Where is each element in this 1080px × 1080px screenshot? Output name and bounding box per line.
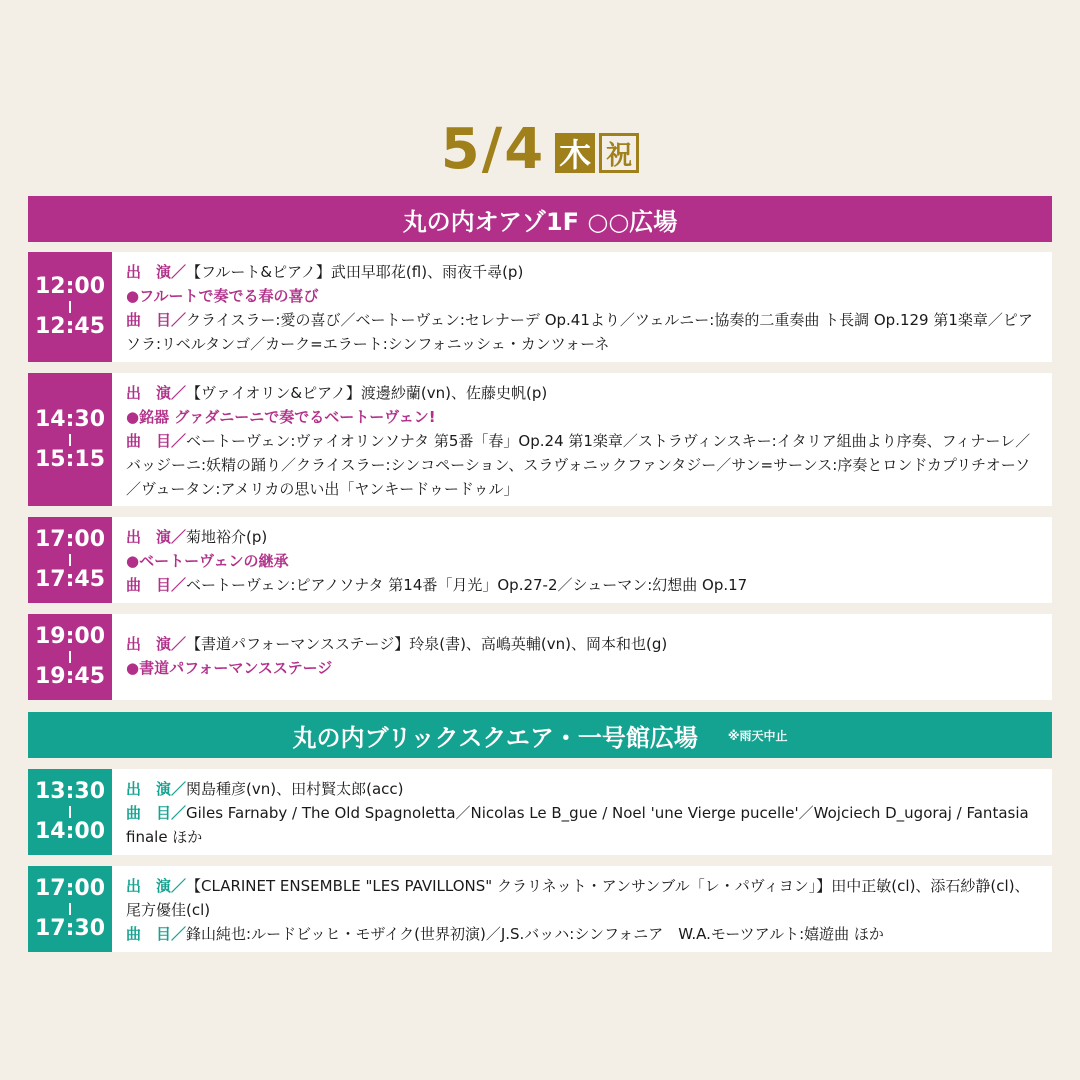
- performers-line: [126, 525, 1040, 549]
- venue-header-oazo: [28, 196, 1052, 242]
- time-slot: [28, 769, 112, 855]
- schedule-row: [28, 769, 1052, 855]
- time-slot: [28, 517, 112, 603]
- performers: 【フルート&ピアノ】武田早耶花(fl)、雨夜千尋(p): [186, 263, 524, 281]
- date-number: 5/4: [440, 117, 546, 182]
- program-line: [126, 922, 1040, 946]
- schedule-row: [28, 252, 1052, 362]
- end-time: 17:30: [34, 916, 106, 941]
- performers-line: [126, 777, 1040, 801]
- time-divider: [69, 301, 71, 313]
- program-label: 曲 目／: [126, 576, 187, 594]
- program: Giles Farnaby / The Old Spagnoletta／Nicolas Le B_gue / Noel 'une Vierge pucelle'／Wojciech D_ugoraj / Fantasia finale ほか: [126, 804, 1029, 846]
- time-slot: [28, 866, 112, 952]
- program-line: [126, 429, 1040, 501]
- time-divider: [69, 806, 71, 818]
- rain-cancel-note: ※雨天中止: [727, 728, 788, 743]
- session-details: [112, 614, 1052, 700]
- program: ベートーヴェン:ピアノソナタ 第14番「月光」Op.27-2／シューマン:幻想曲 Op.17: [186, 576, 748, 594]
- time-slot: [28, 614, 112, 700]
- program-label: 曲 目／: [126, 804, 187, 822]
- schedule-row: [28, 373, 1052, 506]
- program-line: [126, 308, 1040, 356]
- schedule-row: [28, 866, 1052, 952]
- performers-line: [126, 381, 1040, 405]
- session-theme: ●ベートーヴェンの継承: [126, 552, 289, 570]
- program-line: [126, 801, 1040, 849]
- performers-label: 出 演／: [126, 877, 187, 895]
- program: 鋒山純也:ルードビッヒ・モザイク(世界初演)／J.S.バッハ:シンフォニア W.A.モーツアルト:嬉遊曲 ほか: [186, 925, 884, 943]
- program: クライスラー:愛の喜び／ベートーヴェン:セレナーデ Op.41より／ツェルニー:協奏的二重奏曲 ト長調 Op.129 第1楽章／ピアソラ:リベルタンゴ／カーク=エラート:シンフォニッシェ・カンツォーネ: [126, 311, 1033, 353]
- weekday-badge: 木: [555, 133, 595, 173]
- time-divider: [69, 434, 71, 446]
- end-time: 12:45: [34, 314, 106, 339]
- session-details: [112, 252, 1052, 362]
- venue-name: 丸の内ブリックスクエア・一号館広場: [292, 723, 698, 752]
- performers: 菊地裕介(p): [186, 528, 268, 546]
- end-time: 17:45: [34, 567, 106, 592]
- performers-line: [126, 874, 1040, 922]
- start-time: 17:00: [34, 876, 106, 901]
- session-theme: ●書道パフォーマンスステージ: [126, 659, 333, 677]
- performers-label: 出 演／: [126, 780, 187, 798]
- performers: 【ヴァイオリン&ピアノ】渡邊紗蘭(vn)、佐藤史帆(p): [186, 384, 548, 402]
- time-slot: [28, 373, 112, 506]
- time-divider: [69, 554, 71, 566]
- schedule-row: [28, 517, 1052, 603]
- holiday-badge: 祝: [599, 133, 639, 173]
- performers-label: 出 演／: [126, 528, 187, 546]
- performers-line: [126, 260, 1040, 284]
- program-label: 曲 目／: [126, 432, 187, 450]
- end-time: 15:15: [34, 446, 106, 472]
- session-details: [112, 373, 1052, 506]
- program-label: 曲 目／: [126, 311, 187, 329]
- performers-label: 出 演／: [126, 635, 187, 653]
- session-details: [112, 517, 1052, 603]
- time-divider: [69, 651, 71, 663]
- time-slot: [28, 252, 112, 362]
- schedule-row: [28, 614, 1052, 700]
- end-time: 19:45: [34, 664, 106, 689]
- start-time: 17:00: [34, 527, 106, 552]
- program: ベートーヴェン:ヴァイオリンソナタ 第5番「春」Op.24 第1楽章／ストラヴィンスキー:イタリア組曲より序奏、フィナーレ／バッジーニ:妖精の踊り／クライスラー:シンコペーション、スラヴォニックファンタジー／サン=サーンス:序奏とロンドカプリチオーソ／ヴュータン:アメリカの思い出「ヤンキードゥードゥル」: [126, 432, 1031, 498]
- performers: 関島種彦(vn)、田村賢太郎(acc): [186, 780, 404, 798]
- venue-name: 丸の内オアゾ1F ○○広場: [402, 207, 678, 236]
- start-time: 14:30: [34, 406, 106, 432]
- session-details: [112, 769, 1052, 855]
- session-theme: ●フルートで奏でる春の喜び: [126, 287, 319, 305]
- performers: 【書道パフォーマンスステージ】玲泉(書)、高嶋英輔(vn)、岡本和也(g): [186, 635, 668, 653]
- performers-label: 出 演／: [126, 384, 187, 402]
- program-label: 曲 目／: [126, 925, 187, 943]
- venue-header-brick-square: [28, 712, 1052, 758]
- performers-label: 出 演／: [126, 263, 187, 281]
- start-time: 12:00: [34, 274, 106, 299]
- program-line: [126, 573, 1040, 597]
- start-time: 19:00: [34, 624, 106, 649]
- performers: 【CLARINET ENSEMBLE "LES PAVILLONS" クラリネット・アンサンブル「レ・パヴィヨン」】田中正敏(cl)、添石紗静(cl)、尾方優佳(cl): [126, 877, 1030, 919]
- session-theme: ●銘器 グァダニーニで奏でるベートーヴェン!: [126, 408, 436, 426]
- time-divider: [69, 903, 71, 915]
- session-details: [112, 866, 1052, 952]
- start-time: 13:30: [34, 779, 106, 804]
- performers-line: [126, 632, 1040, 656]
- end-time: 14:00: [34, 819, 106, 844]
- date-heading: [0, 118, 1080, 182]
